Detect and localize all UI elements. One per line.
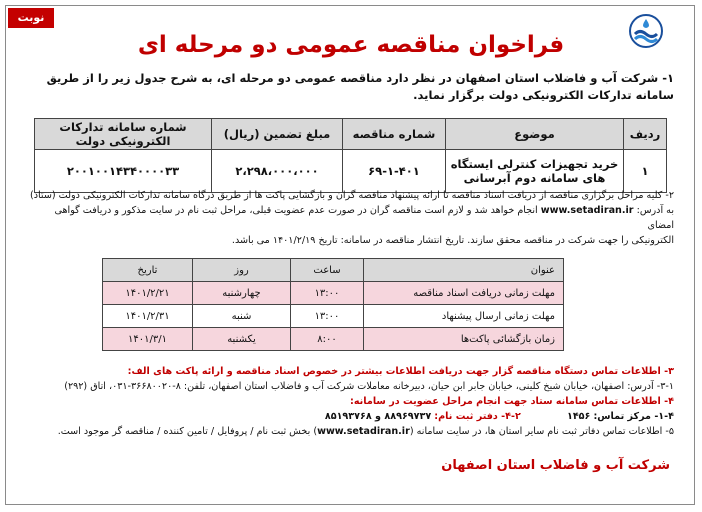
tender-table-header [35, 119, 667, 150]
col-title: عنوان [364, 259, 564, 282]
cell-date: ۱۴۰۱/۲/۳۱ [103, 305, 193, 328]
intro-paragraph: ۱- شرکت آب و فاضلاب استان اصفهان در نظر دارد مناقصه عمومی دو مرحله ای، به شرح جدول زیر را از طریق سامانه تدارکات الکترونیکی دولت برگزار نماید. [46, 71, 674, 102]
cell-day: شنبه [193, 305, 291, 328]
schedule-table-header [103, 259, 564, 282]
procedure-line-1: ۲- کلیه مراحل برگزاری مناقصه از دریافت اسناد مناقصه تا ارائه پیشنهاد مناقصه گران و بازگشایی پاکت ها از طریق درگاه سامانه تدارکات الکترونیکی دولت (ستاد) [29, 190, 674, 201]
setadiran-link-2[interactable]: www.setadiran.ir [317, 426, 410, 437]
cell-day: چهارشنبه [193, 282, 291, 305]
company-signature: شرکت آب و فاضلاب استان اصفهان [441, 458, 670, 473]
section-4-contacts [28, 409, 674, 424]
setadiran-link[interactable]: www.setadiran.ir [540, 205, 634, 216]
col-date: تاریخ [103, 259, 193, 282]
section-3-heading: ۳- اطلاعات تماس دستگاه مناقصه گزار جهت دریافت اطلاعات بیشتر در خصوص اسناد مناقصه و ارائه پاکت های الف: [127, 366, 674, 377]
contact-section [28, 364, 674, 439]
section-5-text-post: ) بخش ثبت نام / پروفایل / تامین کننده / مناقصه گر موجود است. [57, 426, 318, 437]
cell-title: مهلت زمانی دریافت اسناد مناقصه [364, 282, 564, 305]
cell-guarantee-amount: ۲،۲۹۸،۰۰۰،۰۰۰ [212, 150, 343, 193]
section-4-heading: ۴- اطلاعات تماس سامانه ستاد جهت انجام مراحل عضویت در سامانه: [350, 396, 674, 407]
table-row [35, 150, 667, 193]
tender-table [34, 118, 667, 193]
cell-tender-number: ۶۹-۱-۴۰۱ [343, 150, 446, 193]
col-system-number: شماره سامانه تدارکات الکترونیکی دولت [35, 119, 212, 150]
section-3-1-address: ۳-۱- آدرس: اصفهان، خیابان شیخ کلینی، خیابان جابر ابن حیان، دبیرخانه معاملات شرکت آب و فاضلاب استان اصفهان، تلفن: ۸-۳۶۶۸۰۰۲۰-۰۳۱، اتاق (۲۹۲) [64, 381, 674, 392]
cell-time: ۸:۰۰ [291, 328, 364, 351]
section-5-text-pre: ۵- اطلاعات تماس دفاتر ثبت نام سایر استان ها، در سایت سامانه ( [409, 426, 674, 437]
col-subject: موضوع [446, 119, 624, 150]
procedure-line-2-text: انجام خواهد شد و لازم است مناقصه گران در صورت عدم عضویت قبلی، مراحل ثبت نام در سایت مذکور و دریافت گواهی امضای [54, 205, 674, 231]
notice-title: فراخوان مناقصه عمومی دو مرحله ای [137, 32, 565, 58]
registration-office-label: ۲-۴- دفتر ثبت نام: [434, 411, 521, 422]
cell-subject: خرید تجهیزات کنترلی ایستگاه های سامانه دوم آبرسانی [446, 150, 624, 193]
address-label: به آدرس: [636, 205, 674, 216]
table-row [103, 305, 564, 328]
col-guarantee-amount: مبلغ تضمین (ریال) [212, 119, 343, 150]
call-center-label: ۱-۴- مرکز تماس: [593, 411, 674, 422]
cell-date: ۱۴۰۱/۳/۱ [103, 328, 193, 351]
schedule-table [102, 258, 564, 351]
col-day: روز [193, 259, 291, 282]
second-publication-badge: نوبت دوم [8, 8, 54, 28]
cell-row-number: ۱ [624, 150, 667, 193]
cell-time: ۱۳:۰۰ [291, 282, 364, 305]
col-tender-number: شماره مناقصه [343, 119, 446, 150]
procedure-line-3: الکترونیکی را جهت شرکت در مناقصه محقق سازند. تاریخ انتشار مناقصه در سامانه: تاریخ ۱۴۰۱/۲/۱۹ می باشد. [231, 235, 674, 246]
registration-office-phones: ۸۸۹۶۹۷۳۷ و ۸۵۱۹۳۷۶۸ [324, 411, 432, 422]
table-row [103, 328, 564, 351]
table-row [103, 282, 564, 305]
cell-title: زمان بازگشائی پاکت‌ها [364, 328, 564, 351]
cell-system-number: ۲۰۰۱۰۰۱۴۳۴۰۰۰۰۳۳ [35, 150, 212, 193]
procedure-line-2 [28, 203, 674, 233]
procedure-paragraph [28, 188, 674, 248]
section-5-other-provinces [28, 424, 674, 439]
col-time: ساعت [291, 259, 364, 282]
cell-title: مهلت زمانی ارسال پیشنهاد [364, 305, 564, 328]
col-row-number: ردیف [624, 119, 667, 150]
cell-time: ۱۳:۰۰ [291, 305, 364, 328]
cell-date: ۱۴۰۱/۲/۲۱ [103, 282, 193, 305]
call-center-number: ۱۴۵۶ [566, 411, 591, 422]
cell-day: یکشنبه [193, 328, 291, 351]
